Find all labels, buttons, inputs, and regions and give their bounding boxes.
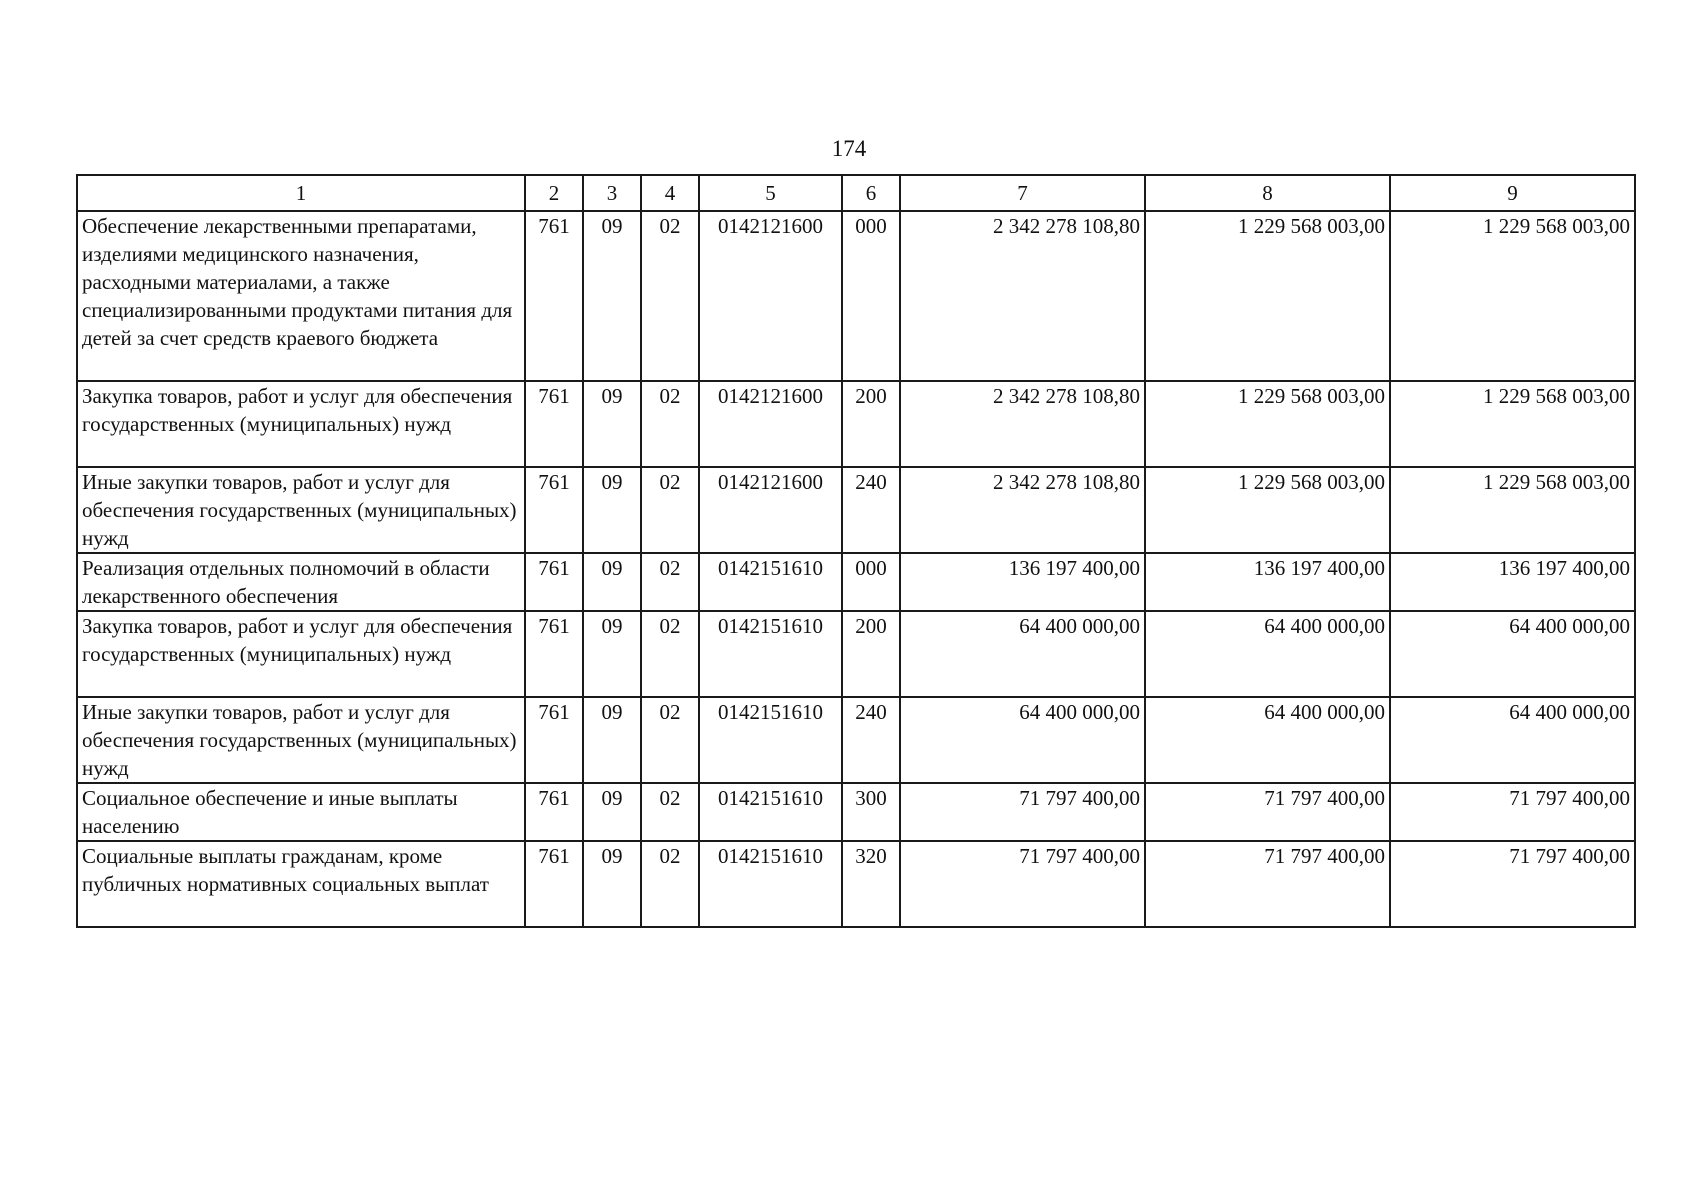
row-code-3: 09 (583, 841, 641, 927)
row-code-5: 0142121600 (699, 467, 842, 553)
table-row (77, 467, 1635, 553)
row-code-6: 200 (842, 381, 900, 467)
row-code-3: 09 (583, 611, 641, 697)
row-name: Обеспечение лекарственными препаратами, изделиями медицинского назначения, расходными материалами, а также специализированными продуктами питания для детей за счет средств краевого бюджета (77, 211, 525, 381)
row-code-3: 09 (583, 697, 641, 783)
row-code-5: 0142151610 (699, 611, 842, 697)
row-code-3: 09 (583, 381, 641, 467)
table-row (77, 611, 1635, 697)
row-code-4: 02 (641, 211, 699, 381)
row-sum-7: 2 342 278 108,80 (900, 211, 1145, 381)
row-code-6: 240 (842, 467, 900, 553)
row-sum-7: 71 797 400,00 (900, 841, 1145, 927)
row-code-2: 761 (525, 211, 583, 381)
row-code-5: 0142151610 (699, 783, 842, 841)
row-sum-7: 64 400 000,00 (900, 611, 1145, 697)
row-code-2: 761 (525, 381, 583, 467)
table-row (77, 697, 1635, 783)
row-code-4: 02 (641, 611, 699, 697)
row-code-2: 761 (525, 611, 583, 697)
row-sum-9: 1 229 568 003,00 (1390, 211, 1635, 381)
row-sum-8: 1 229 568 003,00 (1145, 211, 1390, 381)
row-code-5: 0142121600 (699, 211, 842, 381)
row-code-3: 09 (583, 467, 641, 553)
column-header-5: 5 (699, 175, 842, 211)
table-row (77, 211, 1635, 381)
row-sum-9: 1 229 568 003,00 (1390, 467, 1635, 553)
row-name: Реализация отдельных полномочий в области лекарственного обеспечения (77, 553, 525, 611)
row-name: Социальное обеспечение и иные выплаты населению (77, 783, 525, 841)
row-code-5: 0142151610 (699, 553, 842, 611)
row-sum-7: 2 342 278 108,80 (900, 381, 1145, 467)
row-sum-7: 71 797 400,00 (900, 783, 1145, 841)
row-sum-7: 2 342 278 108,80 (900, 467, 1145, 553)
row-sum-9: 71 797 400,00 (1390, 783, 1635, 841)
row-sum-8: 1 229 568 003,00 (1145, 381, 1390, 467)
table-row (77, 381, 1635, 467)
row-code-3: 09 (583, 783, 641, 841)
row-sum-7: 64 400 000,00 (900, 697, 1145, 783)
row-code-4: 02 (641, 467, 699, 553)
row-code-4: 02 (641, 783, 699, 841)
row-code-2: 761 (525, 783, 583, 841)
row-sum-9: 136 197 400,00 (1390, 553, 1635, 611)
row-code-5: 0142121600 (699, 381, 842, 467)
row-sum-8: 136 197 400,00 (1145, 553, 1390, 611)
row-name: Иные закупки товаров, работ и услуг для обеспечения государственных (муниципальных) нужд (77, 467, 525, 553)
column-header-6: 6 (842, 175, 900, 211)
row-code-3: 09 (583, 553, 641, 611)
row-name: Иные закупки товаров, работ и услуг для обеспечения государственных (муниципальных) нужд (77, 697, 525, 783)
column-header-3: 3 (583, 175, 641, 211)
row-code-5: 0142151610 (699, 841, 842, 927)
row-code-6: 240 (842, 697, 900, 783)
row-sum-9: 1 229 568 003,00 (1390, 381, 1635, 467)
table-row (77, 783, 1635, 841)
column-header-9: 9 (1390, 175, 1635, 211)
row-code-4: 02 (641, 553, 699, 611)
row-sum-7: 136 197 400,00 (900, 553, 1145, 611)
row-code-4: 02 (641, 697, 699, 783)
row-name: Социальные выплаты гражданам, кроме публичных нормативных социальных выплат (77, 841, 525, 927)
row-code-5: 0142151610 (699, 697, 842, 783)
table-row (77, 553, 1635, 611)
row-code-6: 200 (842, 611, 900, 697)
row-sum-8: 1 229 568 003,00 (1145, 467, 1390, 553)
budget-table (76, 174, 1636, 928)
column-header-2: 2 (525, 175, 583, 211)
column-header-1: 1 (77, 175, 525, 211)
row-sum-9: 64 400 000,00 (1390, 611, 1635, 697)
column-header-8: 8 (1145, 175, 1390, 211)
row-sum-8: 71 797 400,00 (1145, 783, 1390, 841)
row-code-2: 761 (525, 467, 583, 553)
row-code-4: 02 (641, 841, 699, 927)
header-row (77, 175, 1635, 211)
row-code-6: 320 (842, 841, 900, 927)
page-number: 174 (831, 136, 867, 161)
row-name: Закупка товаров, работ и услуг для обеспечения государственных (муниципальных) нужд (77, 611, 525, 697)
row-code-4: 02 (641, 381, 699, 467)
row-code-2: 761 (525, 841, 583, 927)
row-code-2: 761 (525, 697, 583, 783)
row-code-6: 000 (842, 553, 900, 611)
column-header-7: 7 (900, 175, 1145, 211)
row-code-6: 300 (842, 783, 900, 841)
row-name: Закупка товаров, работ и услуг для обеспечения государственных (муниципальных) нужд (77, 381, 525, 467)
row-code-6: 000 (842, 211, 900, 381)
row-sum-8: 71 797 400,00 (1145, 841, 1390, 927)
row-sum-9: 64 400 000,00 (1390, 697, 1635, 783)
column-header-4: 4 (641, 175, 699, 211)
row-sum-8: 64 400 000,00 (1145, 697, 1390, 783)
row-sum-9: 71 797 400,00 (1390, 841, 1635, 927)
table-row (77, 841, 1635, 927)
row-code-2: 761 (525, 553, 583, 611)
row-code-3: 09 (583, 211, 641, 381)
row-sum-8: 64 400 000,00 (1145, 611, 1390, 697)
